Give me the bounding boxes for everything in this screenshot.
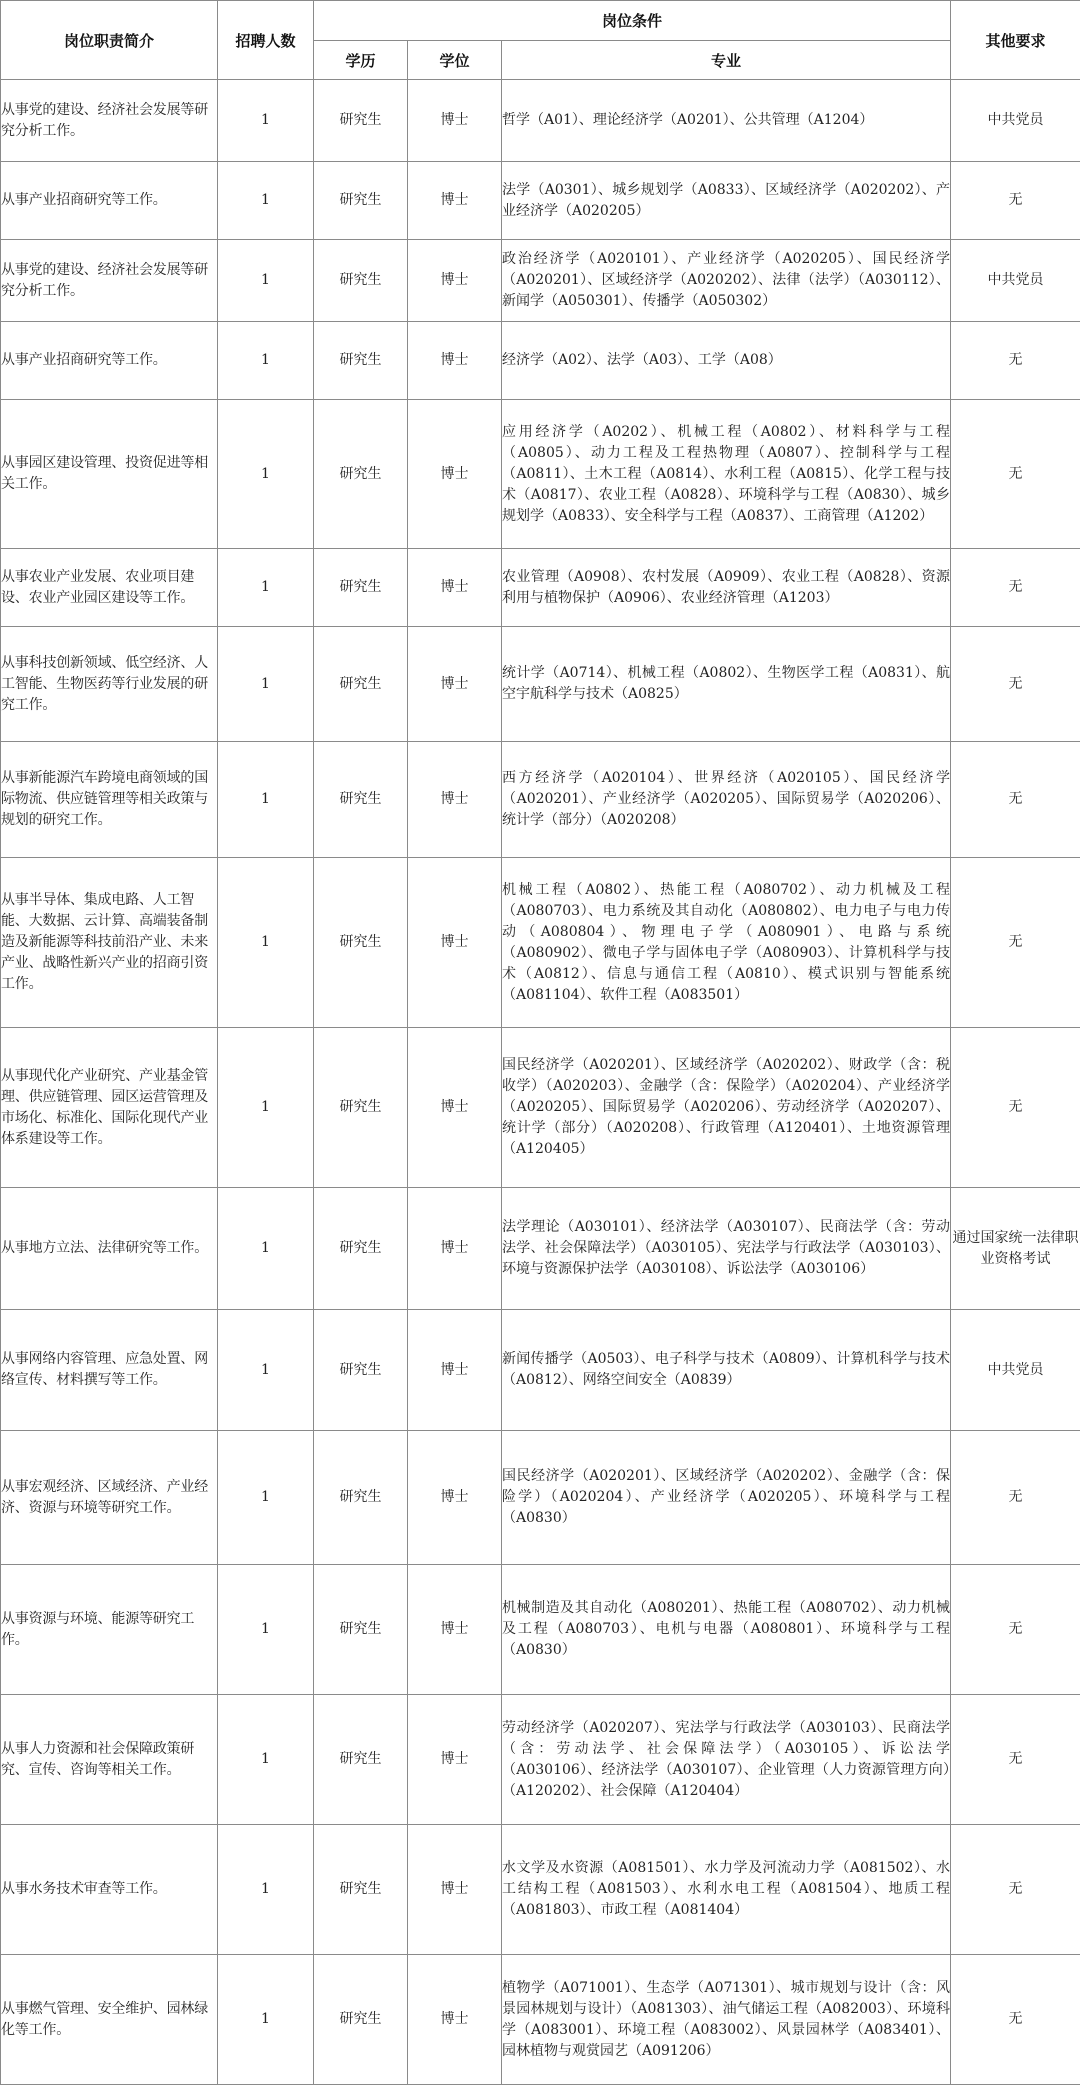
duty-cell: 从事园区建设管理、投资促进等相关工作。: [1, 400, 218, 549]
other-requirement-cell: 无: [951, 1028, 1080, 1188]
other-requirement-cell: 无: [951, 1955, 1080, 2085]
count-cell: 1: [218, 1188, 314, 1310]
header-education: 学历: [314, 41, 408, 80]
table-row: [1, 1028, 1080, 1188]
other-requirement-cell: 中共党员: [951, 80, 1080, 162]
table-body: [1, 80, 1080, 2085]
education-cell: 研究生: [314, 322, 408, 400]
count-cell: 1: [218, 162, 314, 240]
table-row: [1, 240, 1080, 322]
degree-cell: 博士: [408, 240, 502, 322]
table-row: [1, 80, 1080, 162]
table-row: [1, 322, 1080, 400]
degree-cell: 博士: [408, 1310, 502, 1431]
other-requirement-cell: 无: [951, 162, 1080, 240]
other-requirement-cell: 无: [951, 1565, 1080, 1695]
degree-cell: 博士: [408, 1565, 502, 1695]
duty-cell: 从事产业招商研究等工作。: [1, 162, 218, 240]
other-requirement-cell: 中共党员: [951, 240, 1080, 322]
other-requirement-cell: 无: [951, 1825, 1080, 1955]
major-cell: 国民经济学（A020201）、区域经济学（A020202）、财政学（含：税收学）（A020203）、金融学（含：保险学）（A020204）、产业经济学（A020205）、国际贸易学（A020206）、劳动经济学（A020207）、统计学（部分）（A020208）、行政管理（A120401）、土地资源管理（A120405）: [502, 1028, 951, 1188]
table-row: [1, 858, 1080, 1028]
degree-cell: 博士: [408, 1695, 502, 1825]
duty-cell: 从事资源与环境、能源等研究工作。: [1, 1565, 218, 1695]
other-requirement-cell: 中共党员: [951, 1310, 1080, 1431]
degree-cell: 博士: [408, 80, 502, 162]
table-row: [1, 742, 1080, 858]
education-cell: 研究生: [314, 858, 408, 1028]
education-cell: 研究生: [314, 1825, 408, 1955]
duty-cell: 从事宏观经济、区域经济、产业经济、资源与环境等研究工作。: [1, 1431, 218, 1565]
degree-cell: 博士: [408, 1825, 502, 1955]
major-cell: 经济学（A02）、法学（A03）、工学（A08）: [502, 322, 951, 400]
duty-cell: 从事现代化产业研究、产业基金管理、供应链管理、园区运营管理及市场化、标准化、国际化现代产业体系建设等工作。: [1, 1028, 218, 1188]
table-row: [1, 1955, 1080, 2085]
count-cell: 1: [218, 1825, 314, 1955]
education-cell: 研究生: [314, 627, 408, 742]
table-row: [1, 627, 1080, 742]
major-cell: 水文学及水资源（A081501）、水力学及河流动力学（A081502）、水工结构工程（A081503）、水利水电工程（A081504）、地质工程（A081803）、市政工程（A081404）: [502, 1825, 951, 1955]
duty-cell: 从事水务技术审查等工作。: [1, 1825, 218, 1955]
major-cell: 哲学（A01）、理论经济学（A0201）、公共管理（A1204）: [502, 80, 951, 162]
table-row: [1, 549, 1080, 627]
duty-cell: 从事科技创新领域、低空经济、人工智能、生物医药等行业发展的研究工作。: [1, 627, 218, 742]
duty-cell: 从事地方立法、法律研究等工作。: [1, 1188, 218, 1310]
education-cell: 研究生: [314, 1565, 408, 1695]
education-cell: 研究生: [314, 1955, 408, 2085]
count-cell: 1: [218, 1431, 314, 1565]
education-cell: 研究生: [314, 1188, 408, 1310]
major-cell: 统计学（A0714）、机械工程（A0802）、生物医学工程（A0831）、航空宇航科学与技术（A0825）: [502, 627, 951, 742]
major-cell: 法学（A0301）、城乡规划学（A0833）、区域经济学（A020202）、产业经济学（A020205）: [502, 162, 951, 240]
duty-cell: 从事农业产业发展、农业项目建设、农业产业园区建设等工作。: [1, 549, 218, 627]
count-cell: 1: [218, 1310, 314, 1431]
other-requirement-cell: 无: [951, 627, 1080, 742]
table-row: [1, 1695, 1080, 1825]
education-cell: 研究生: [314, 400, 408, 549]
count-cell: 1: [218, 858, 314, 1028]
degree-cell: 博士: [408, 162, 502, 240]
education-cell: 研究生: [314, 1028, 408, 1188]
header-conditions: 岗位条件: [314, 1, 951, 41]
table-row: [1, 1431, 1080, 1565]
education-cell: 研究生: [314, 549, 408, 627]
education-cell: 研究生: [314, 1695, 408, 1825]
count-cell: 1: [218, 742, 314, 858]
education-cell: 研究生: [314, 80, 408, 162]
table-row: [1, 162, 1080, 240]
degree-cell: 博士: [408, 1028, 502, 1188]
major-cell: 法学理论（A030101）、经济法学（A030107）、民商法学（含：劳动法学、社会保障法学）（A030105）、宪法学与行政法学（A030103）、环境与资源保护法学（A030108）、诉讼法学（A030106）: [502, 1188, 951, 1310]
major-cell: 机械工程（A0802）、热能工程（A080702）、动力机械及工程（A080703）、电力系统及其自动化（A080802）、电力电子与电力传动（A080804）、物理电子学（A080901）、电路与系统（A080902）、微电子学与固体电子学（A080903）、计算机科学与技术（A0812）、信息与通信工程（A0810）、模式识别与智能系统（A081104）、软件工程（A083501）: [502, 858, 951, 1028]
count-cell: 1: [218, 322, 314, 400]
other-requirement-cell: 无: [951, 1695, 1080, 1825]
count-cell: 1: [218, 400, 314, 549]
major-cell: 新闻传播学（A0503）、电子科学与技术（A0809）、计算机科学与技术（A0812）、网络空间安全（A0839）: [502, 1310, 951, 1431]
duty-cell: 从事产业招商研究等工作。: [1, 322, 218, 400]
count-cell: 1: [218, 1695, 314, 1825]
table-row: [1, 1188, 1080, 1310]
count-cell: 1: [218, 549, 314, 627]
count-cell: 1: [218, 1565, 314, 1695]
count-cell: 1: [218, 627, 314, 742]
degree-cell: 博士: [408, 400, 502, 549]
education-cell: 研究生: [314, 240, 408, 322]
major-cell: 植物学（A071001）、生态学（A071301）、城市规划与设计（含：风景园林规划与设计）（A081303）、油气储运工程（A082003）、环境科学（A083001）、环境工程（A083002）、风景园林学（A083401）、园林植物与观赏园艺（A091206）: [502, 1955, 951, 2085]
education-cell: 研究生: [314, 742, 408, 858]
table-row: [1, 1825, 1080, 1955]
count-cell: 1: [218, 240, 314, 322]
other-requirement-cell: 无: [951, 549, 1080, 627]
table-row: [1, 400, 1080, 549]
count-cell: 1: [218, 1955, 314, 2085]
header-count: 招聘人数: [218, 1, 314, 80]
major-cell: 农业管理（A0908）、农村发展（A0909）、农业工程（A0828）、资源利用与植物保护（A0906）、农业经济管理（A1203）: [502, 549, 951, 627]
degree-cell: 博士: [408, 322, 502, 400]
major-cell: 西方经济学（A020104）、世界经济（A020105）、国民经济学（A020201）、产业经济学（A020205）、国际贸易学（A020206）、统计学（部分）（A020208）: [502, 742, 951, 858]
table-row: [1, 1565, 1080, 1695]
degree-cell: 博士: [408, 1431, 502, 1565]
duty-cell: 从事新能源汽车跨境电商领域的国际物流、供应链管理等相关政策与规划的研究工作。: [1, 742, 218, 858]
degree-cell: 博士: [408, 858, 502, 1028]
education-cell: 研究生: [314, 1431, 408, 1565]
count-cell: 1: [218, 1028, 314, 1188]
count-cell: 1: [218, 80, 314, 162]
duty-cell: 从事党的建设、经济社会发展等研究分析工作。: [1, 80, 218, 162]
duty-cell: 从事半导体、集成电路、人工智能、大数据、云计算、高端装备制造及新能源等科技前沿产业、未来产业、战略性新兴产业的招商引资工作。: [1, 858, 218, 1028]
degree-cell: 博士: [408, 1188, 502, 1310]
major-cell: 机械制造及其自动化（A080201）、热能工程（A080702）、动力机械及工程（A080703）、电机与电器（A080801）、环境科学与工程（A0830）: [502, 1565, 951, 1695]
header-major: 专业: [502, 41, 951, 80]
header-duty: 岗位职责简介: [1, 1, 218, 80]
degree-cell: 博士: [408, 627, 502, 742]
other-requirement-cell: 无: [951, 858, 1080, 1028]
major-cell: 应用经济学（A0202）、机械工程（A0802）、材料科学与工程（A0805）、动力工程及工程热物理（A0807）、控制科学与工程（A0811）、土木工程（A0814）、水利工程（A0815）、化学工程与技术（A0817）、农业工程（A0828）、环境科学与工程（A0830）、城乡规划学（A0833）、安全科学与工程（A0837）、工商管理（A1202）: [502, 400, 951, 549]
duty-cell: 从事网络内容管理、应急处置、网络宣传、材料撰写等工作。: [1, 1310, 218, 1431]
major-cell: 政治经济学（A020101）、产业经济学（A020205）、国民经济学（A020201）、区域经济学（A020202）、法律（法学）（A030112）、新闻学（A050301）、传播学（A050302）: [502, 240, 951, 322]
major-cell: 国民经济学（A020201）、区域经济学（A020202）、金融学（含：保险学）（A020204）、产业经济学（A020205）、环境科学与工程（A0830）: [502, 1431, 951, 1565]
other-requirement-cell: 无: [951, 400, 1080, 549]
education-cell: 研究生: [314, 162, 408, 240]
major-cell: 劳动经济学（A020207）、宪法学与行政法学（A030103）、民商法学（含：劳动法学、社会保障法学）（A030105）、诉讼法学（A030106）、经济法学（A030107）、企业管理（人力资源管理方向）（A120202）、社会保障（A120404）: [502, 1695, 951, 1825]
other-requirement-cell: 无: [951, 742, 1080, 858]
other-requirement-cell: 通过国家统一法律职业资格考试: [951, 1188, 1080, 1310]
degree-cell: 博士: [408, 742, 502, 858]
degree-cell: 博士: [408, 1955, 502, 2085]
table-row: [1, 1310, 1080, 1431]
education-cell: 研究生: [314, 1310, 408, 1431]
other-requirement-cell: 无: [951, 322, 1080, 400]
header-other: 其他要求: [951, 1, 1080, 80]
duty-cell: 从事人力资源和社会保障政策研究、宣传、咨询等相关工作。: [1, 1695, 218, 1825]
other-requirement-cell: 无: [951, 1431, 1080, 1565]
degree-cell: 博士: [408, 549, 502, 627]
duty-cell: 从事党的建设、经济社会发展等研究分析工作。: [1, 240, 218, 322]
header-degree: 学位: [408, 41, 502, 80]
duty-cell: 从事燃气管理、安全维护、园林绿化等工作。: [1, 1955, 218, 2085]
